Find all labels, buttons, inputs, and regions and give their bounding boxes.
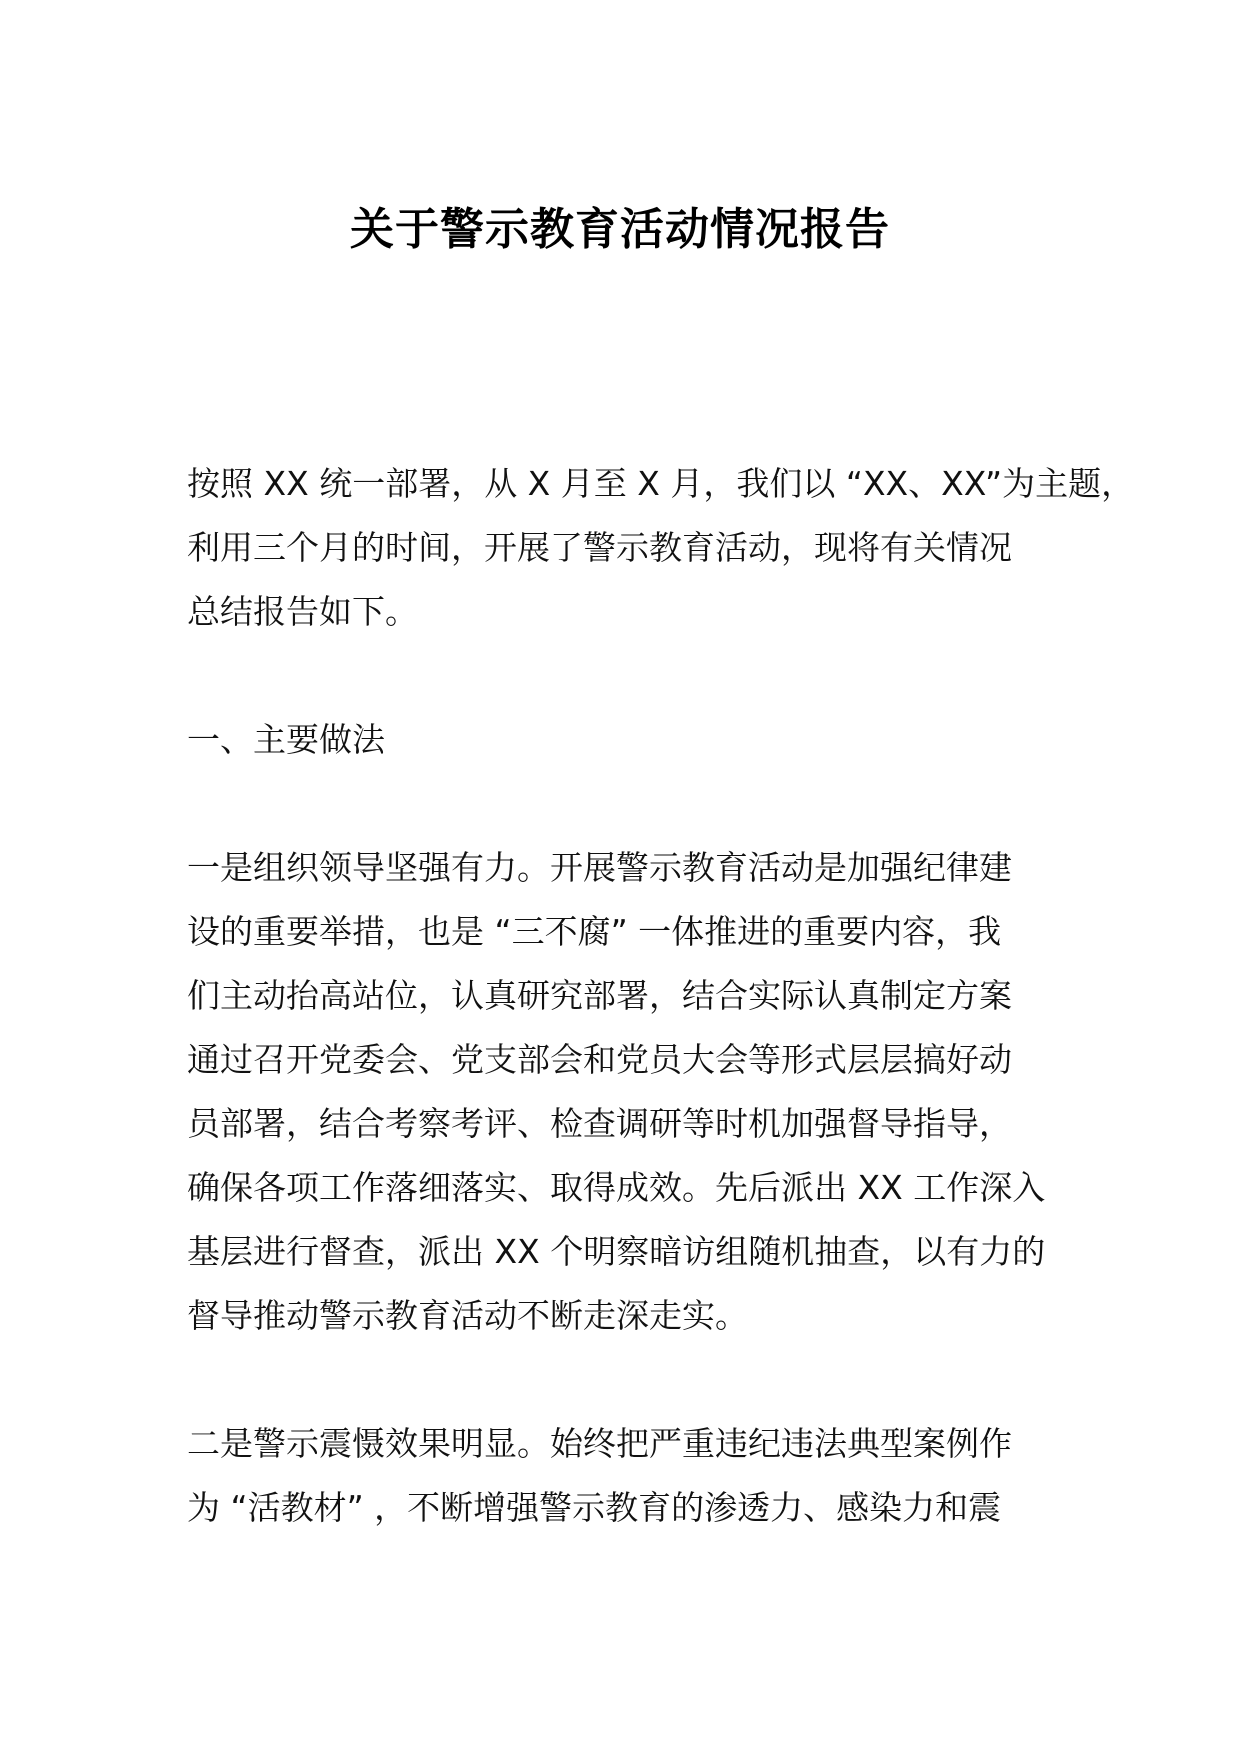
paragraph-line: 通过召开党委会、党支部会和党员大会等形式层层搞好动 (187, 1040, 1012, 1079)
section-heading (187, 708, 1067, 772)
paragraph-line: 一是组织领导坚强有力。开展警示教育活动是加强纪律建 (187, 848, 1012, 887)
paragraph-line: 二是警示震慑效果明显。始终把严重违纪违法典型案例作 (187, 1424, 1012, 1463)
paragraph-line: 确保各项工作落细落实、取得成效。先后派出 XX 工作深入 (187, 1168, 1046, 1207)
paragraph-line: 员部署，结合考察考评、检查调研等时机加强督导指导， (187, 1104, 1012, 1143)
paragraph-line: 们主动抬高站位，认真研究部署，结合实际认真制定方案 (187, 976, 1012, 1015)
paragraph-line: 基层进行督查，派出 XX 个明察暗访组随机抽查，以有力的 (187, 1232, 1046, 1271)
document-title: 关于警示教育活动情况报告 (350, 204, 890, 255)
paragraph-line: 为 “活教材” ，不断增强警示教育的渗透力、感染力和震 (187, 1488, 1002, 1527)
paragraph-warning-effect (187, 1412, 1067, 1540)
paragraph-line: 设的重要举措，也是 “三不腐” 一体推进的重要内容，我 (187, 912, 1002, 951)
intro-line: 按照 XX 统一部署，从 X 月至 X 月，我们以 “XX、XX”为主题， (187, 464, 1135, 503)
intro-line: 利用三个月的时间，开展了警示教育活动，现将有关情况 (187, 528, 1012, 567)
paragraph-line: 督导推动警示教育活动不断走深走实。 (187, 1296, 748, 1335)
intro-paragraph (187, 452, 1135, 644)
section-heading-text: 一、主要做法 (187, 720, 385, 759)
intro-line: 总结报告如下。 (187, 592, 418, 631)
paragraph-organization-leadership (187, 836, 1067, 1348)
